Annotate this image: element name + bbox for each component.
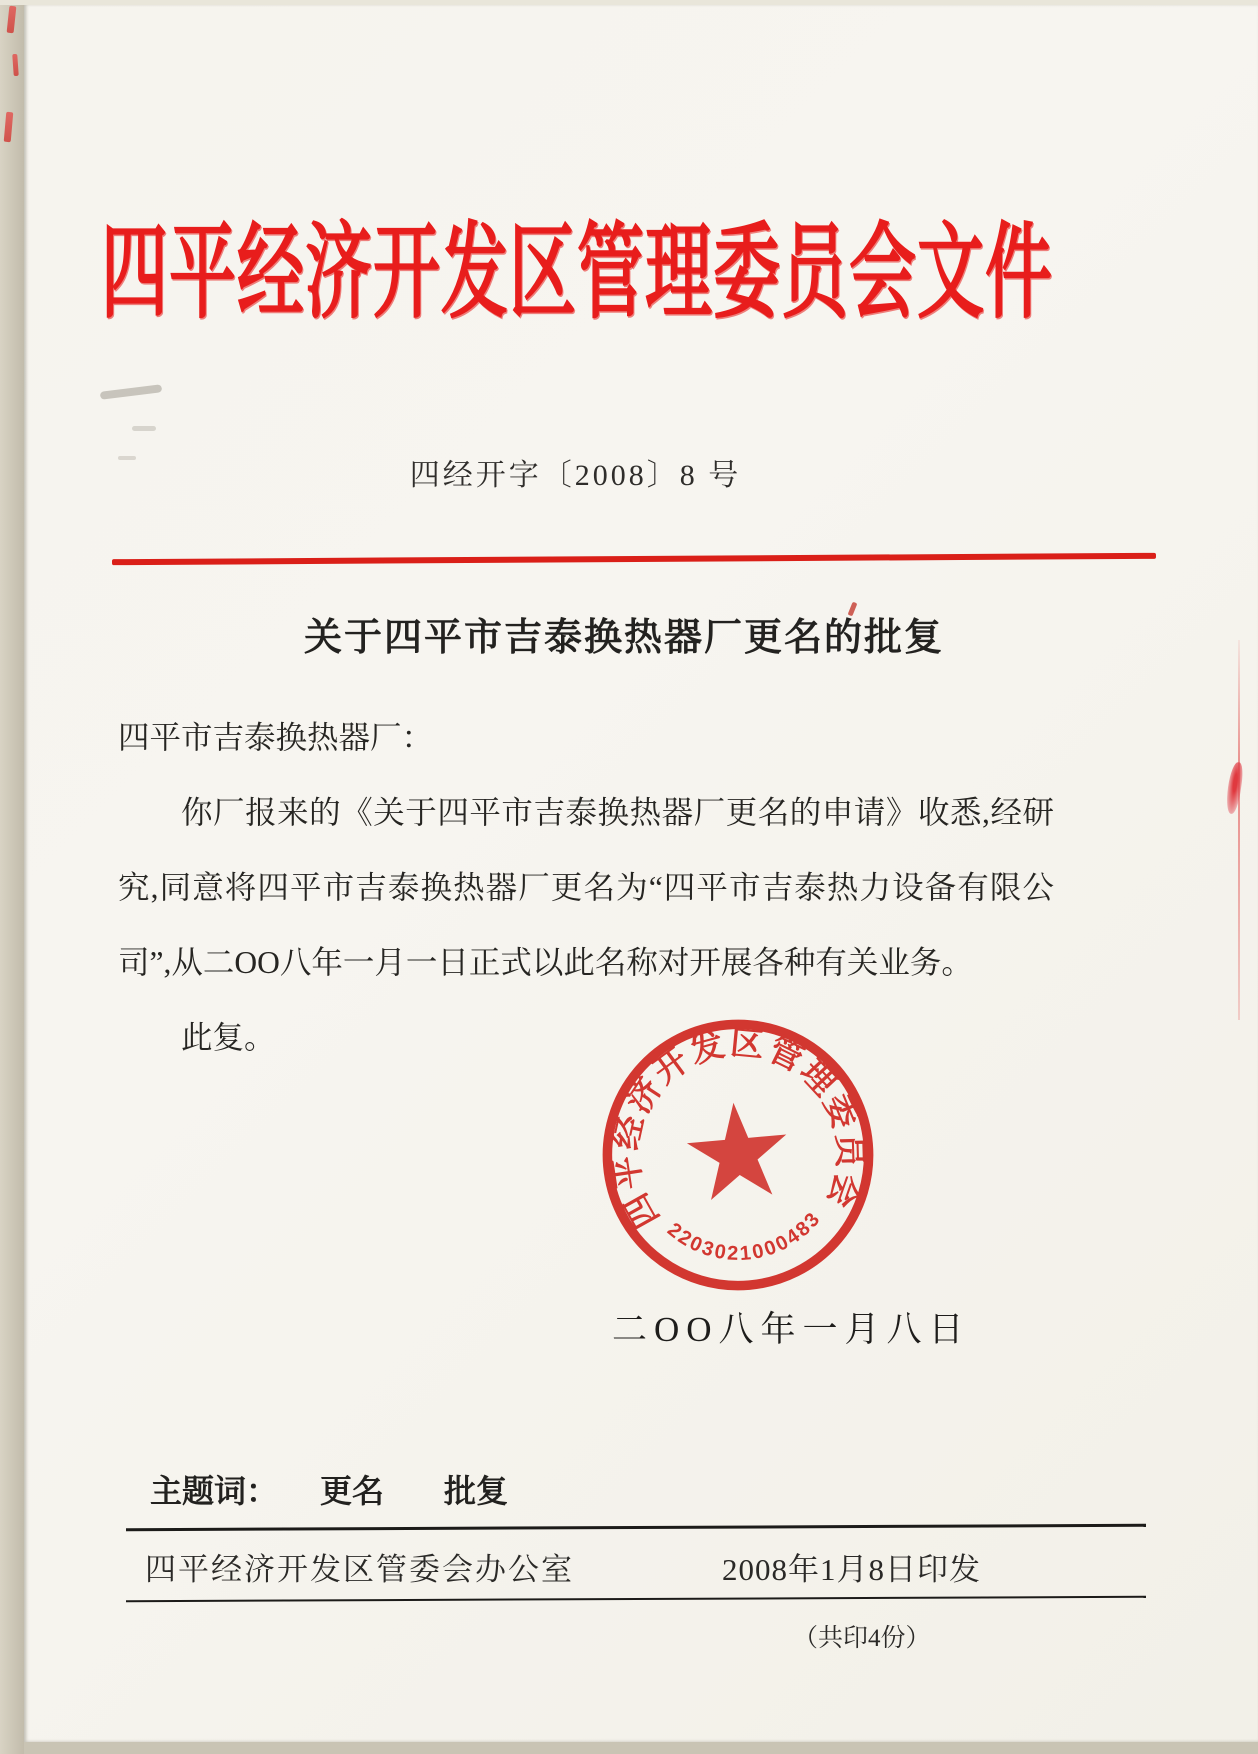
keyword-rename: 更名 xyxy=(320,1473,385,1509)
document-title: 关于四平市吉泰换热器厂更名的批复 xyxy=(303,617,944,659)
closing-phrase: 此复。 xyxy=(181,1020,276,1055)
issuing-office: 四平经济开发区管委会办公室 xyxy=(145,1552,574,1587)
seal-star xyxy=(684,1098,792,1201)
document-body xyxy=(118,700,1054,1075)
letterhead-org-title: 四平经济开发区管理委员会文件 xyxy=(101,216,1053,332)
seal-code-text: 2203021000483 xyxy=(663,1207,826,1266)
scan-top-edge xyxy=(0,0,1258,5)
signature-date: 二OO八年一月八日 xyxy=(612,1310,971,1349)
seal-org-text: 四平经济开发区管理委员会 xyxy=(607,1024,868,1234)
keywords-row xyxy=(150,1466,508,1512)
doc-number: 四经开字〔2008〕8 号 xyxy=(409,459,742,492)
keyword-reply: 批复 xyxy=(444,1473,509,1509)
print-date: 2008年1月8日印发 xyxy=(722,1552,981,1587)
body-paragraph: 你厂报来的《关于四平市吉泰换热器厂更名的申请》收悉,经研究,同意将四平市吉泰换热器厂更名为“四平市吉泰热力设备有限公司”,从二OO八年一月一日正式以此名称对开展各种有关业务。 xyxy=(118,795,1054,980)
copies-note: （共印4份） xyxy=(793,1625,931,1652)
salutation: 四平市吉泰换热器厂： xyxy=(118,720,434,755)
official-seal xyxy=(583,1000,893,1310)
svg-text:2203021000483 xyxy=(662,1206,829,1272)
keywords-label: 主题词： xyxy=(150,1473,279,1509)
